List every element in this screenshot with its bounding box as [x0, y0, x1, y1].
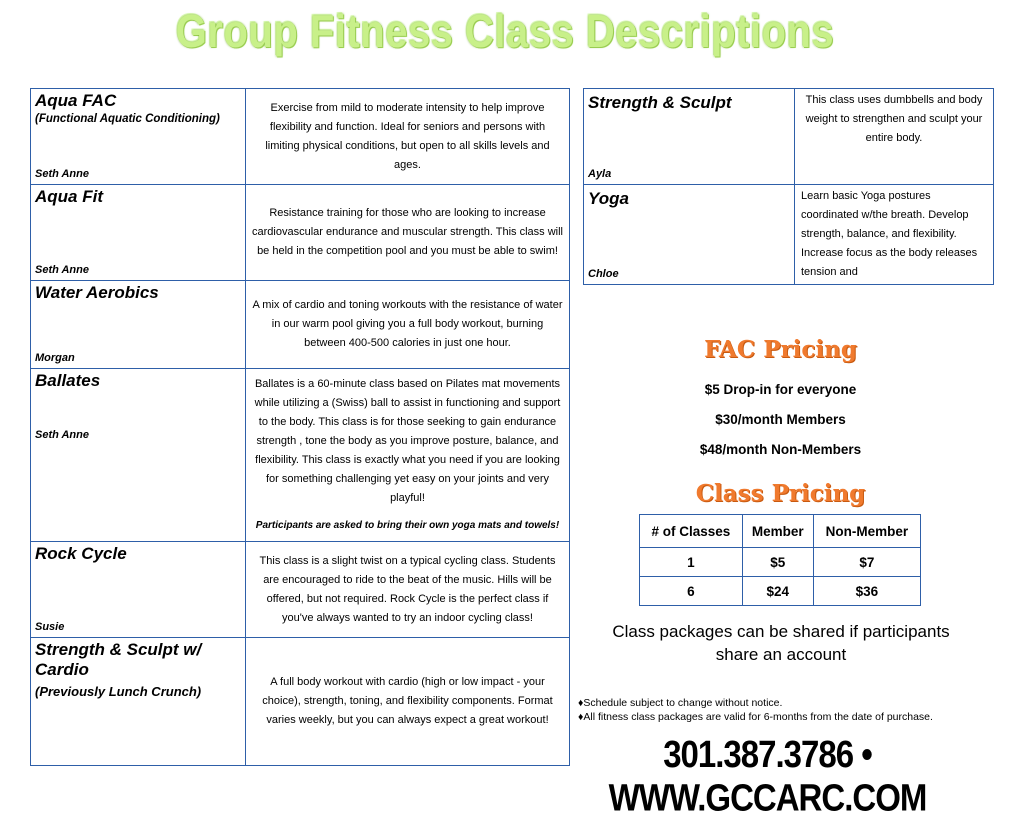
pricing-header: Non-Member — [813, 515, 920, 548]
class-pricing-heading: Class Pricing — [695, 480, 866, 507]
class-name: Strength & Sculpt — [588, 93, 732, 112]
pricing-cell: $24 — [742, 577, 813, 606]
class-note: Participants are asked to bring their own yoga mats and towels! — [255, 520, 560, 531]
class-description: Resistance training for those who are looking to increase cardiovascular endurance and muscular strength. This class will be held in the competition pool and you must be able to swim! — [246, 185, 570, 281]
class-name: Aqua FAC — [35, 91, 117, 110]
instructor-name: Seth Anne — [35, 168, 89, 180]
pricing-cell: $7 — [813, 548, 920, 577]
pricing-row — [640, 577, 921, 606]
page-title: Group Fitness Class Descriptions — [175, 6, 835, 58]
class-description: Ballates is a 60-minute class based on Pilates mat movements while utilizing a (Swiss) ball to assist in functioning and support to the body. This class is for those seeking to gain endurance strength , tone the body as you improve posture, balance, and flexibility. This class is exactly what you need if you are looking for something challenging yet easy on your joints and very playful! — [254, 378, 561, 504]
fac-price-line: $48/month Non-Members — [699, 442, 862, 457]
class-descriptions-table-right — [583, 88, 994, 285]
pricing-cell: $36 — [813, 577, 920, 606]
instructor-name: Seth Anne — [35, 429, 89, 441]
class-name: Aqua Fit — [35, 187, 103, 206]
pricing-header-row — [640, 515, 921, 548]
pricing-header: Member — [742, 515, 813, 548]
footnotes — [578, 696, 958, 724]
class-name: Ballates — [35, 371, 101, 390]
class-row-aqua-fac — [31, 89, 570, 185]
footnote: ♦Schedule subject to change without notice. — [578, 697, 783, 709]
contact-info: 301.387.3786 • WWW.GCCARC.COM — [608, 732, 927, 819]
packages-note: Class packages can be shared if participants share an account — [612, 622, 950, 664]
class-name-cell — [31, 542, 246, 638]
instructor-name: Seth Anne — [35, 264, 89, 276]
class-row-rock-cycle — [31, 542, 570, 638]
instructor-name: Chloe — [588, 268, 619, 280]
footnote: ♦All fitness class packages are valid for 6-months from the date of purchase. — [578, 711, 933, 723]
class-subtitle: (Functional Aquatic Conditioning) — [35, 113, 220, 125]
class-name-cell — [31, 185, 246, 281]
pricing-cell: 1 — [640, 548, 743, 577]
class-description: A full body workout with cardio (high or low impact - your choice), strength, toning, and flexibility components. Format varies weekly, but you can always expect a great workout! — [246, 638, 570, 766]
instructor-name: Morgan — [35, 352, 75, 364]
fac-pricing-heading: FAC Pricing — [704, 336, 857, 363]
class-name-cell — [31, 281, 246, 369]
class-description: This class is a slight twist on a typical cycling class. Students are encouraged to ride to the beat of the music. Hills will be offered, but not required. Rock Cycle is the perfect class if you've always wanted to try an indoor cycling class! — [246, 542, 570, 638]
class-row-yoga — [584, 185, 994, 285]
instructor-name: Ayla — [588, 168, 612, 180]
pricing-cell: 6 — [640, 577, 743, 606]
class-name-cell — [584, 185, 795, 285]
class-name-cell — [584, 89, 795, 185]
class-name: Yoga — [588, 189, 629, 208]
class-description: A mix of cardio and toning workouts with the resistance of water in our warm pool giving you a full body workout, burning between 400-500 calories in just one hour. — [246, 281, 570, 369]
instructor-name: Susie — [35, 621, 65, 633]
class-row-strength-sculpt — [584, 89, 994, 185]
pricing-row — [640, 548, 921, 577]
class-name: Rock Cycle — [35, 544, 127, 563]
pricing-header: # of Classes — [640, 515, 743, 548]
class-row-ballates — [31, 369, 570, 542]
class-name-cell — [31, 369, 246, 542]
class-subtitle: (Previously Lunch Crunch) — [35, 684, 202, 699]
class-name: Strength & Sculpt w/ Cardio — [35, 640, 202, 679]
class-descriptions-table — [30, 88, 570, 766]
class-row-strength-sculpt-cardio — [31, 638, 570, 766]
class-description: Exercise from mild to moderate intensity to help improve flexibility and function. Ideal for seniors and persons with limiting physical conditions, but open to all skills levels and ages. — [246, 89, 570, 185]
class-description: Learn basic Yoga postures coordinated w/the breath. Develop strength, balance, and flexibility. Increase focus as the body releases tension and — [795, 185, 994, 285]
class-name-cell — [31, 638, 246, 766]
class-description: This class uses dumbbells and body weight to strengthen and sculpt your entire body. — [795, 89, 994, 185]
class-name: Water Aerobics — [35, 283, 159, 302]
class-row-aqua-fit — [31, 185, 570, 281]
class-name-cell — [31, 89, 246, 185]
fac-price-line: $5 Drop-in for everyone — [704, 382, 857, 397]
pricing-cell: $5 — [742, 548, 813, 577]
class-row-water-aerobics — [31, 281, 570, 369]
class-pricing-table — [639, 514, 921, 606]
class-description-cell — [246, 369, 570, 542]
fac-price-line: $30/month Members — [715, 412, 846, 427]
